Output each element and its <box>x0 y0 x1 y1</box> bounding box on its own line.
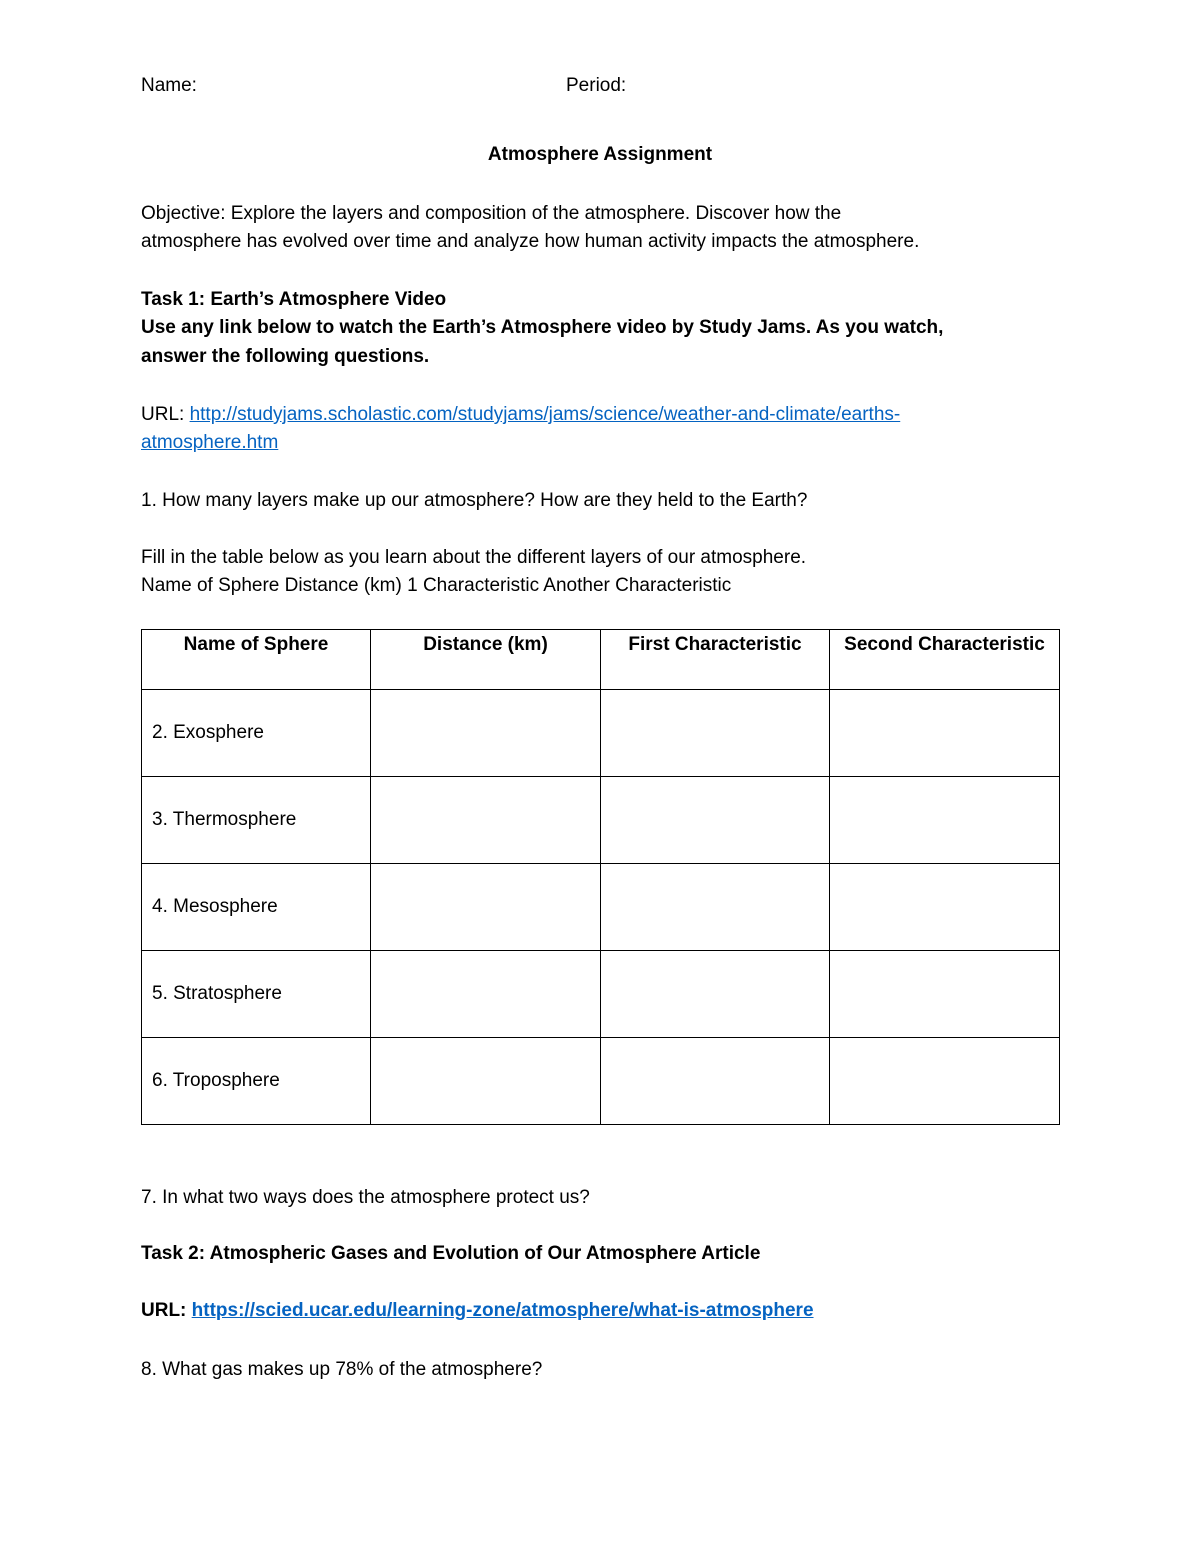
first-characteristic-cell[interactable] <box>601 1038 830 1125</box>
table-intro-line-1: Fill in the table below as you learn about the different layers of our atmosphere. <box>141 547 807 568</box>
question-7: 7. In what two ways does the atmosphere protect us? <box>141 1187 590 1208</box>
distance-cell[interactable] <box>371 951 601 1038</box>
first-characteristic-cell[interactable] <box>601 690 830 777</box>
task2-heading: Task 2: Atmospheric Gases and Evolution of Our Atmosphere Article <box>141 1243 761 1264</box>
task2-url-line <box>141 1297 814 1325</box>
distance-cell[interactable] <box>371 777 601 864</box>
second-characteristic-cell[interactable] <box>830 1038 1060 1125</box>
table-row <box>142 1038 1060 1125</box>
task1-url-line-1 <box>141 401 900 429</box>
objective-line-1: Objective: Explore the layers and composition of the atmosphere. Discover how the <box>141 203 842 224</box>
atmosphere-layers-table <box>141 629 1060 1125</box>
second-characteristic-cell[interactable] <box>830 690 1060 777</box>
header-name-of-sphere: Name of Sphere <box>142 630 371 690</box>
name-label: Name: <box>141 75 197 96</box>
question-1: 1. How many layers make up our atmosphere? How are they held to the Earth? <box>141 490 808 511</box>
task1-url-link-continued[interactable]: atmosphere.htm <box>141 432 279 453</box>
task1-url-line-2 <box>141 429 278 457</box>
sphere-name-cell: 6. Troposphere <box>142 1038 371 1125</box>
header-second-characteristic: Second Characteristic <box>830 630 1060 690</box>
task1-instruction-line-1: Use any link below to watch the Earth’s Atmosphere video by Study Jams. As you watch, <box>141 317 944 338</box>
sphere-name-cell: 2. Exosphere <box>142 690 371 777</box>
table-row <box>142 951 1060 1038</box>
header-distance: Distance (km) <box>371 630 601 690</box>
task1-url-label: URL: <box>141 404 190 425</box>
task2-url-label: URL: <box>141 1300 192 1321</box>
sphere-name-cell: 4. Mesosphere <box>142 864 371 951</box>
sphere-name-cell: 3. Thermosphere <box>142 777 371 864</box>
header-first-characteristic: First Characteristic <box>601 630 830 690</box>
first-characteristic-cell[interactable] <box>601 951 830 1038</box>
second-characteristic-cell[interactable] <box>830 777 1060 864</box>
period-label: Period: <box>566 75 627 96</box>
page-title: Atmosphere Assignment <box>487 144 713 165</box>
question-8: 8. What gas makes up 78% of the atmosphere? <box>141 1359 543 1380</box>
table-row <box>142 864 1060 951</box>
objective-line-2: atmosphere has evolved over time and analyze how human activity impacts the atmosphere. <box>141 231 920 252</box>
second-characteristic-cell[interactable] <box>830 864 1060 951</box>
distance-cell[interactable] <box>371 864 601 951</box>
first-characteristic-cell[interactable] <box>601 864 830 951</box>
distance-cell[interactable] <box>371 690 601 777</box>
table-row <box>142 690 1060 777</box>
sphere-name-cell: 5. Stratosphere <box>142 951 371 1038</box>
task1-instruction-line-2: answer the following questions. <box>141 346 430 367</box>
table-intro-line-2: Name of Sphere Distance (km) 1 Characteristic Another Characteristic <box>141 575 732 596</box>
table-header-row <box>142 630 1060 690</box>
first-characteristic-cell[interactable] <box>601 777 830 864</box>
second-characteristic-cell[interactable] <box>830 951 1060 1038</box>
table-row <box>142 777 1060 864</box>
task1-url-link[interactable]: http://studyjams.scholastic.com/studyjams/jams/science/weather-and-climate/earths- <box>189 404 901 425</box>
task1-heading: Task 1: Earth’s Atmosphere Video <box>141 289 447 310</box>
distance-cell[interactable] <box>371 1038 601 1125</box>
task2-url-link[interactable]: https://scied.ucar.edu/learning-zone/atmosphere/what-is-atmosphere <box>191 1300 814 1321</box>
